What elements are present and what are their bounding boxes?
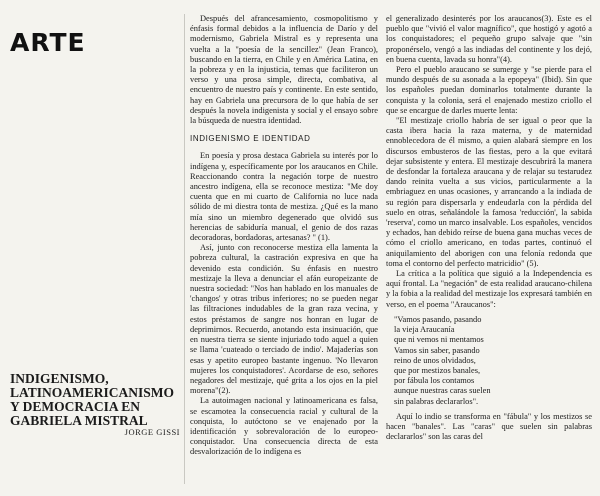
poem-line: sin palabras declararlos". [394, 396, 479, 406]
body-column-right [386, 14, 592, 494]
poem-excerpt [394, 315, 592, 407]
poem-line: reino de unos olvidados, [394, 355, 476, 365]
poem-line: "Vamos pasando, pasando [394, 314, 482, 324]
paragraph: Después del afrancesamiento, cosmopolitismo y énfasis formal debidos a la influencia de Darío y del modernismo, Gabriela Mistral es y representa una vuelta a la "poesía de la sencillez" (Jean Franco), buscando en la tierra, en Chile y en América Latina, en la pobreza y en la injusticia, temas que faciliteron un verso y una prosa simple, directa, combativa, al encuentro de nuestro país y continente. En este sentido, hay en Gabriela una precursora de lo que había de ser después la novela indigenista y social y el ensayo sobre la búsqueda de nuestra identidad. [190, 14, 378, 126]
paragraph: Así, junto con reconocerse mestiza ella lamenta la pobreza cultural, la castración expresiva en que ha devenido esta condición. Su énfasis en nuestro mestizaje la lleva a denunciar el afán europeizante de nuestra sociedad: "Nos han hablado en los manuales de 'changos' y otras tribus inferiores; no se pueden negar las filtraciones indudables de la gran raza vecina, y estos préstamos de sangre nos honran en lugar de deprimirnos. Recuerdo, anotando esta insinuación, que en nuestra tierra se siente injuriado todo aquel a quien se llama 'cuateado o terciado de indio'. Majaderías son esas y apetito europeo bastante ingenuo. 'No llevaron mujeres los conquistadores'. Acordarse de eso, señores negadores del mestizaje, qué grita a los ojos en la piel morena"(2). [190, 243, 378, 396]
article-title: INDIGENISMO, LATINOAMERICANISMO Y DEMOCRACIA EN GABRIELA MISTRAL [10, 371, 175, 428]
section-subheading: INDIGENISMO E IDENTIDAD [190, 134, 311, 144]
magazine-logo: ARTE [10, 28, 86, 57]
poem-line: aunque nuestras caras suelen [394, 386, 491, 396]
poem-line: la vieja Araucanía [394, 325, 455, 335]
block-quote: "El mestizaje criollo habría de ser igual o peor que la casta ibera hacia la raza materna, y de maternidad ennoblecedora de él mismo, a quien alabará siempre en los discursos embusteros de las fiestas, pero a la que evitará dejar subsistente y entera. El mestizaje descubrirá la manera de desfondar la fortaleza araucana y de relajar su testarudez dando reinita vuelta a sus vicios, particularmente a la embriaguez en unas ocasiones, y arrancando a la indiada de su región para dispersarla y endeudarla con la pérdida del suelo en otras, señalándole la famosa 'reducción', la sabida 'reserva', como un marco insalvable. Los españoles, vencidos y echados, han debido reírse de buena gana muchas veces de cómo el criollo americano, en todas partes, continuó el aniquilamiento del aborigen con una felonía redonda que toma el contorno del perfecto matricidio" (5). [386, 116, 592, 268]
paragraph: La crítica a la política que siguió a la Independencia es aquí frontal. La "negación" de esta realidad araucano-chilena y la fobia a la realidad del mestizaje los expresará también en verso, en el poema "Araucanos": [386, 269, 592, 309]
poem-line: que ni vemos ni mentamos [394, 335, 484, 345]
paragraph: Pero el pueblo araucano se sumerge y "se pierde para el mundo después de su asonada a la epopeya" (Ibid). Sin que los españoles puedan dominarlos totalmente durante la conquista y la colonia, será el enajenado mestizo criollo el que se encargue de darles muerte lenta: [386, 65, 592, 115]
poem-line: Vamos sin saber, pasando [394, 345, 480, 355]
paragraph: Aquí lo indio se transforma en "fábula" y los mestizos se hacen "banales". Las "caras" que suelen sin palabras declararlos" son las caras del [386, 411, 592, 442]
paragraph: La autoimagen nacional y latinoamericana es falsa, se escamotea la consecuencia racial y cultural de la conquista, lo autóctono se ve enajenado por la identificación y sobrevaloración de lo europeo-conquistador. Una consecuencia directa de esta desvalorización de lo indígena es [190, 396, 378, 457]
paragraph: En poesía y prosa destaca Gabriela su interés por lo indígena y, específicamente por los araucanos en Chile. Reaccionando contra la negación torpe de nuestro ancestro indígena, ella se reconoce mestiza: "Me doy cuenta que en mi cuarto de California no luce nada sólido de mi diestra tonta de mestiza. ¿Qué es la mano mía sino un miembro degenerado que olvidó sus herencias de sabiduría manual, el genio de dos razas decoradoras, bordadoras, artesanas? " (1). [190, 151, 378, 243]
poem-line: por fábula los contamos [394, 376, 475, 386]
column-divider [184, 14, 185, 484]
poem-line: que por mestizos banales, [394, 365, 481, 375]
article-author: JORGE GISSI [124, 427, 180, 437]
paragraph: el generalizado desinterés por los araucanos(3). Este es el pueblo que "vivió el valor magnífico", que hostigó y agotó a los conquistadores; el pequeño grupo salvaje que "sin proponérselo, vengó a las indiadas del continente y los dejó, en buena cuenta, lavada su honra"(4). [386, 14, 592, 64]
body-column-middle [190, 14, 378, 494]
